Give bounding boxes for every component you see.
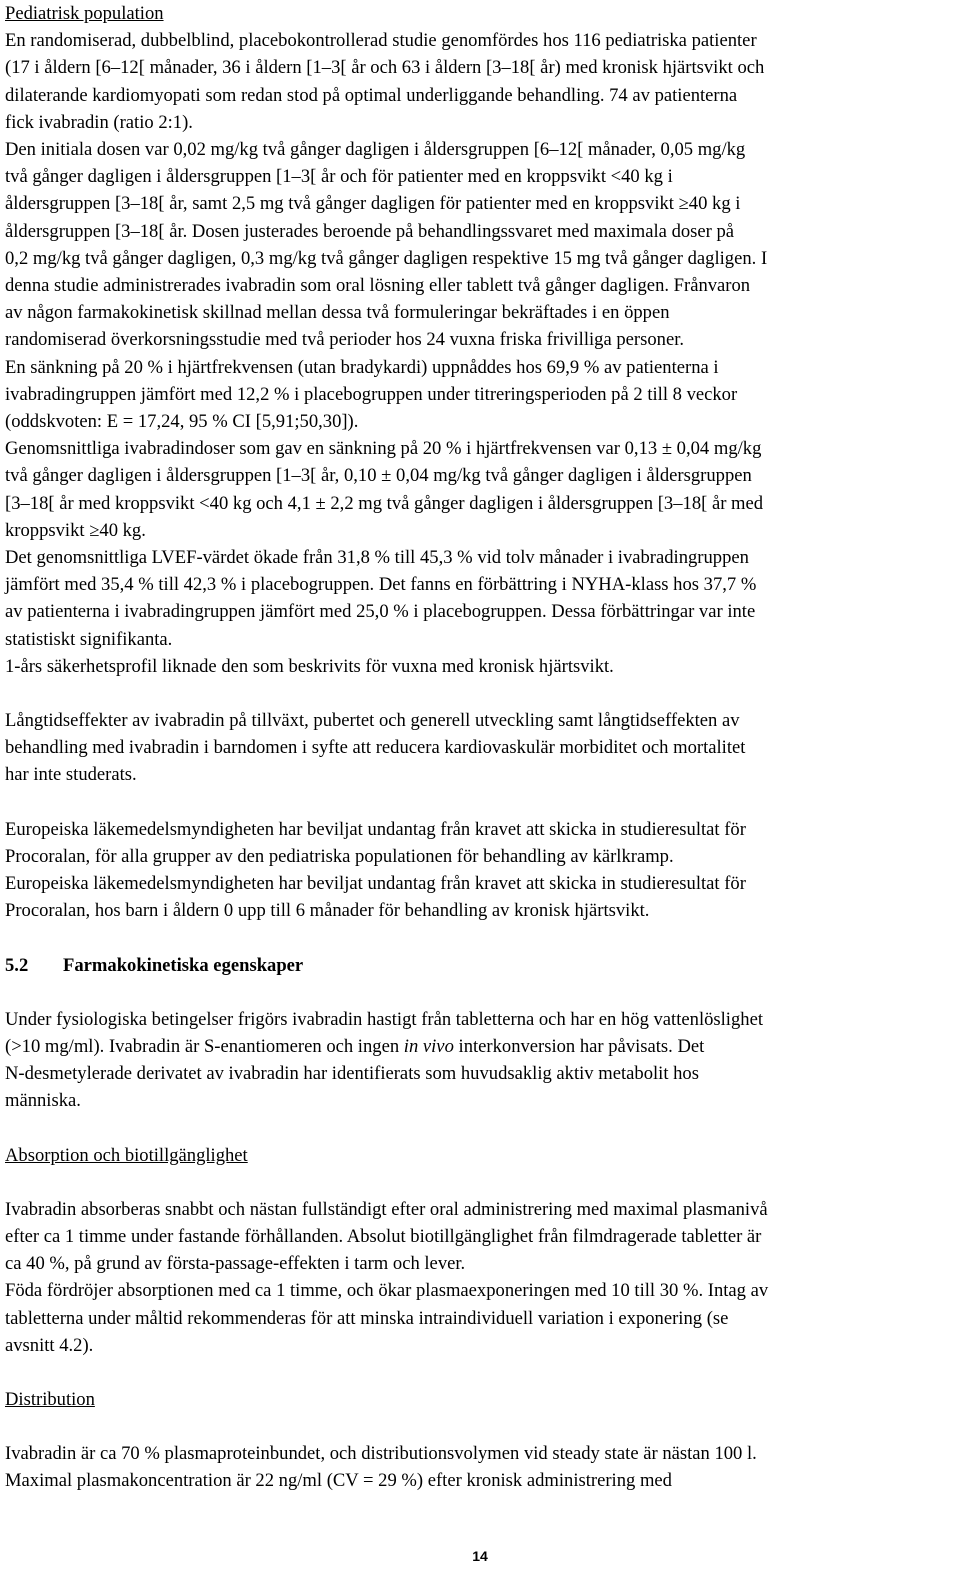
text-line: människa.: [5, 1090, 81, 1112]
text-line: kroppsvikt ≥40 kg.: [5, 519, 146, 541]
text-line: Ivabradin absorberas snabbt och nästan fullständigt efter oral administrering med maximal plasmanivå: [5, 1198, 768, 1220]
text-line: ca 40 %, på grund av första-passage-effekten i tarm och lever.: [5, 1253, 466, 1275]
text-line: randomiserad överkorsningsstudie med två perioder hos 24 vuxna friska frivilliga personer.: [5, 329, 685, 351]
text-span: interkonversion har påvisats. Det: [453, 1035, 705, 1057]
paragraph-spacer: [5, 1359, 950, 1386]
text-line: N-desmetylerade derivatet av ivabradin har identifierats som huvudsaklig aktiv metabolit hos: [5, 1063, 699, 1085]
text-line: Långtidseffekter av ivabradin på tillväxt, pubertet och generell utveckling samt långtidseffekten av: [5, 710, 740, 732]
text-line: jämfört med 35,4 % till 42,3 % i placebogruppen. Det fanns en förbättring i NYHA-klass hos 37,7 %: [5, 574, 757, 596]
document-page: [5, 0, 950, 1495]
text-line: 1-års säkerhetsprofil liknade den som beskrivits för vuxna med kronisk hjärtsvikt.: [5, 655, 614, 677]
text-line: åldersgruppen [3–18[ år, samt 2,5 mg två gånger dagligen för patienter med en kroppsvikt ≥40 kg i: [5, 193, 741, 215]
text-line: Det genomsnittliga LVEF-värdet ökade från 31,8 % till 45,3 % vid tolv månader i ivabradingruppen: [5, 547, 749, 569]
section-heading-5-2: [5, 952, 950, 979]
text-line: En sänkning på 20 % i hjärtfrekvensen (utan bradykardi) uppnåddes hos 69,9 % av patienterna i: [5, 356, 719, 378]
subheading-distribution: Distribution: [5, 1388, 95, 1410]
text-line: statistiskt signifikanta.: [5, 628, 173, 650]
section-number: 5.2: [5, 954, 29, 976]
text-line: ivabradingruppen jämfört med 12,2 % i placebogruppen under titreringsperioden på 2 till 8 veckor: [5, 383, 738, 405]
paragraph-spacer: [5, 789, 950, 816]
subheading-absorption: Absorption och biotillgänglighet: [5, 1144, 248, 1166]
paragraph-distribution: [5, 1440, 950, 1494]
text-line: två gånger dagligen i åldersgruppen [1–3[ år och för patienter med en kroppsvikt <40 kg i: [5, 166, 673, 188]
text-line: Den initiala dosen var 0,02 mg/kg två gånger dagligen i åldersgruppen [6–12[ månader, 0,05 mg/kg: [5, 139, 746, 161]
text-line: Europeiska läkemedelsmyndigheten har beviljat undantag från kravet att skicka in studieresultat för: [5, 818, 746, 840]
text-line: Genomsnittliga ivabradindoser som gav en sänkning på 20 % i hjärtfrekvensen var 0,13 ± 0,04 mg/kg: [5, 438, 762, 460]
section-title: Farmakokinetiska egenskaper: [63, 954, 304, 976]
text-line: [3–18[ år med kroppsvikt <40 kg och 4,1 ± 2,2 mg två gånger dagligen i åldersgruppen [3–18[ år med: [5, 492, 764, 514]
paragraph-pharmacokinetics-intro: [5, 1006, 950, 1115]
text-line: 0,2 mg/kg två gånger dagligen, 0,3 mg/kg två gånger dagligen respektive 15 mg två gånger dagligen. I: [5, 247, 768, 269]
paragraph-spacer: [5, 1115, 950, 1142]
paragraph-spacer: [5, 1169, 950, 1196]
paragraph-spacer: [5, 680, 950, 707]
paragraph-spacer: [5, 925, 950, 952]
text-line: efter ca 1 timme under fastande förhållanden. Absolut biotillgänglighet från filmdragerade tabletter är: [5, 1225, 762, 1247]
text-line: av patienterna i ivabradingruppen jämfört med 25,0 % i placebogruppen. Dessa förbättringar var inte: [5, 601, 756, 623]
text-line: Procoralan, för alla grupper av den pediatriska populationen för behandling av kärlkramp.: [5, 845, 674, 867]
text-line: tabletterna under måltid rekommenderas för att minska intraindividuell variation i exponering (se: [5, 1307, 729, 1329]
text-line: Europeiska läkemedelsmyndigheten har beviljat undantag från kravet att skicka in studieresultat för: [5, 873, 746, 895]
text-line: Ivabradin är ca 70 % plasmaproteinbundet, och distributionsvolymen vid steady state är nästan 100 l.: [5, 1443, 757, 1465]
text-line: (oddskvoten: E = 17,24, 95 % CI [5,91;50,30]).: [5, 411, 359, 433]
italic-term: in vivo: [403, 1035, 454, 1057]
text-line: Föda fördröjer absorptionen med ca 1 timme, och ökar plasmaexponeringen med 10 till 30 %. Intag av: [5, 1280, 769, 1302]
text-line: har inte studerats.: [5, 764, 137, 786]
paragraph-absorption: [5, 1196, 950, 1359]
text-line: dilaterande kardiomyopati som redan stod på optimal underliggande behandling. 74 av patienterna: [5, 84, 738, 106]
paragraph-long-term-effects: [5, 707, 950, 789]
text-span: (>10 mg/ml). Ivabradin är S-enantiomeren och ingen: [5, 1035, 404, 1057]
text-line: åldersgruppen [3–18[ år. Dosen justerades beroende på behandlingssvaret med maximala doser på: [5, 220, 735, 242]
paragraph-spacer: [5, 979, 950, 1006]
text-line: Procoralan, hos barn i åldern 0 upp till 6 månader för behandling av kronisk hjärtsvikt.: [5, 900, 650, 922]
text-line: av någon farmakokinetisk skillnad mellan dessa två formuleringar bekräftades i en öppen: [5, 302, 670, 324]
paragraph-spacer: [5, 1413, 950, 1440]
paragraph-pediatric-study: [5, 27, 950, 680]
text-line: två gånger dagligen i åldersgruppen [1–3[ år, 0,10 ± 0,04 mg/kg två gånger dagligen i åldersgruppen: [5, 465, 752, 487]
text-line: En randomiserad, dubbelblind, placebokontrollerad studie genomfördes hos 116 pediatriska patienter: [5, 30, 757, 52]
text-line: behandling med ivabradin i barndomen i syfte att reducera kardiovaskulär morbiditet och mortalitet: [5, 737, 746, 759]
text-line: [5, 1033, 950, 1060]
text-line: avsnitt 4.2).: [5, 1334, 94, 1356]
paragraph-ema-waiver: [5, 816, 950, 925]
text-line: Under fysiologiska betingelser frigörs ivabradin hastigt från tabletterna och har en hög vattenlöslighet: [5, 1008, 763, 1030]
page-number: 14: [472, 1548, 488, 1564]
text-line: denna studie administrerades ivabradin som oral lösning eller tablett två gånger dagligen. Frånvaron: [5, 275, 751, 297]
text-line: fick ivabradin (ratio 2:1).: [5, 111, 193, 133]
section-heading-pediatric: Pediatrisk population: [5, 3, 164, 24]
text-line: (17 i åldern [6–12[ månader, 36 i åldern [1–3[ år och 63 i åldern [3–18[ år) med kronisk hjärtsvikt och: [5, 57, 765, 79]
text-line: Maximal plasmakoncentration är 22 ng/ml (CV = 29 %) efter kronisk administrering med: [5, 1470, 672, 1492]
